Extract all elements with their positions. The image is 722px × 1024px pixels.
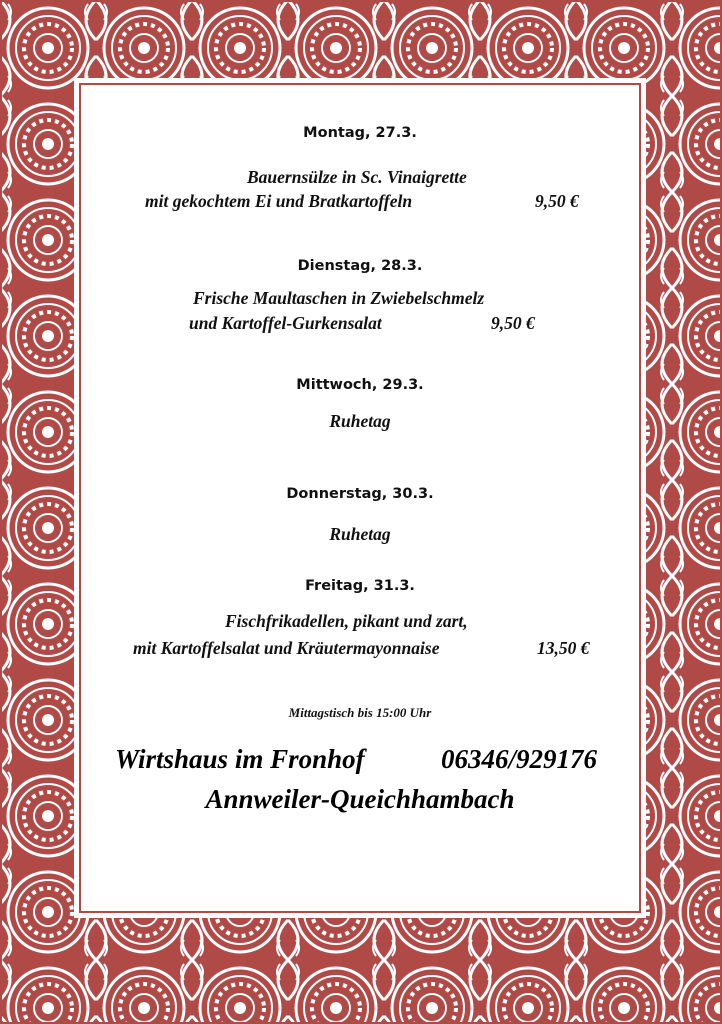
dish-tuesday-line1: Frische Maultaschen in Zwiebelschmelz <box>193 288 485 308</box>
menu-card <box>74 78 646 918</box>
price-tuesday: 9,50 € <box>491 313 535 333</box>
day-heading-thursday: Donnerstag, 30.3. <box>286 486 434 502</box>
dish-thursday-line1: Ruhetag <box>329 524 391 544</box>
day-heading-wednesday: Mittwoch, 29.3. <box>296 377 424 393</box>
price-monday: 9,50 € <box>535 191 579 211</box>
day-heading-monday: Montag, 27.3. <box>303 125 417 141</box>
lunch-hours-note: Mittagstisch bis 15:00 Uhr <box>288 705 432 720</box>
restaurant-name: Wirtshaus im Fronhof <box>115 744 365 774</box>
dish-monday-line2: mit gekochtem Ei und Bratkartoffeln <box>145 191 413 211</box>
dish-friday-line2: mit Kartoffelsalat und Kräutermayonnaise <box>133 638 440 658</box>
restaurant-phone: 06346/929176 <box>441 744 598 774</box>
restaurant-location: Annweiler-Queichhambach <box>205 784 515 814</box>
dish-wednesday-line1: Ruhetag <box>329 411 391 431</box>
dish-tuesday-line2: und Kartoffel-Gurkensalat <box>189 313 382 333</box>
day-heading-tuesday: Dienstag, 28.3. <box>297 258 423 274</box>
dish-friday-line1: Fischfrikadellen, pikant und zart, <box>225 611 468 631</box>
day-heading-friday: Freitag, 31.3. <box>305 578 415 594</box>
price-friday: 13,50 € <box>537 638 590 658</box>
dish-monday-line1: Bauernsülze in Sc. Vinaigrette <box>247 167 467 187</box>
